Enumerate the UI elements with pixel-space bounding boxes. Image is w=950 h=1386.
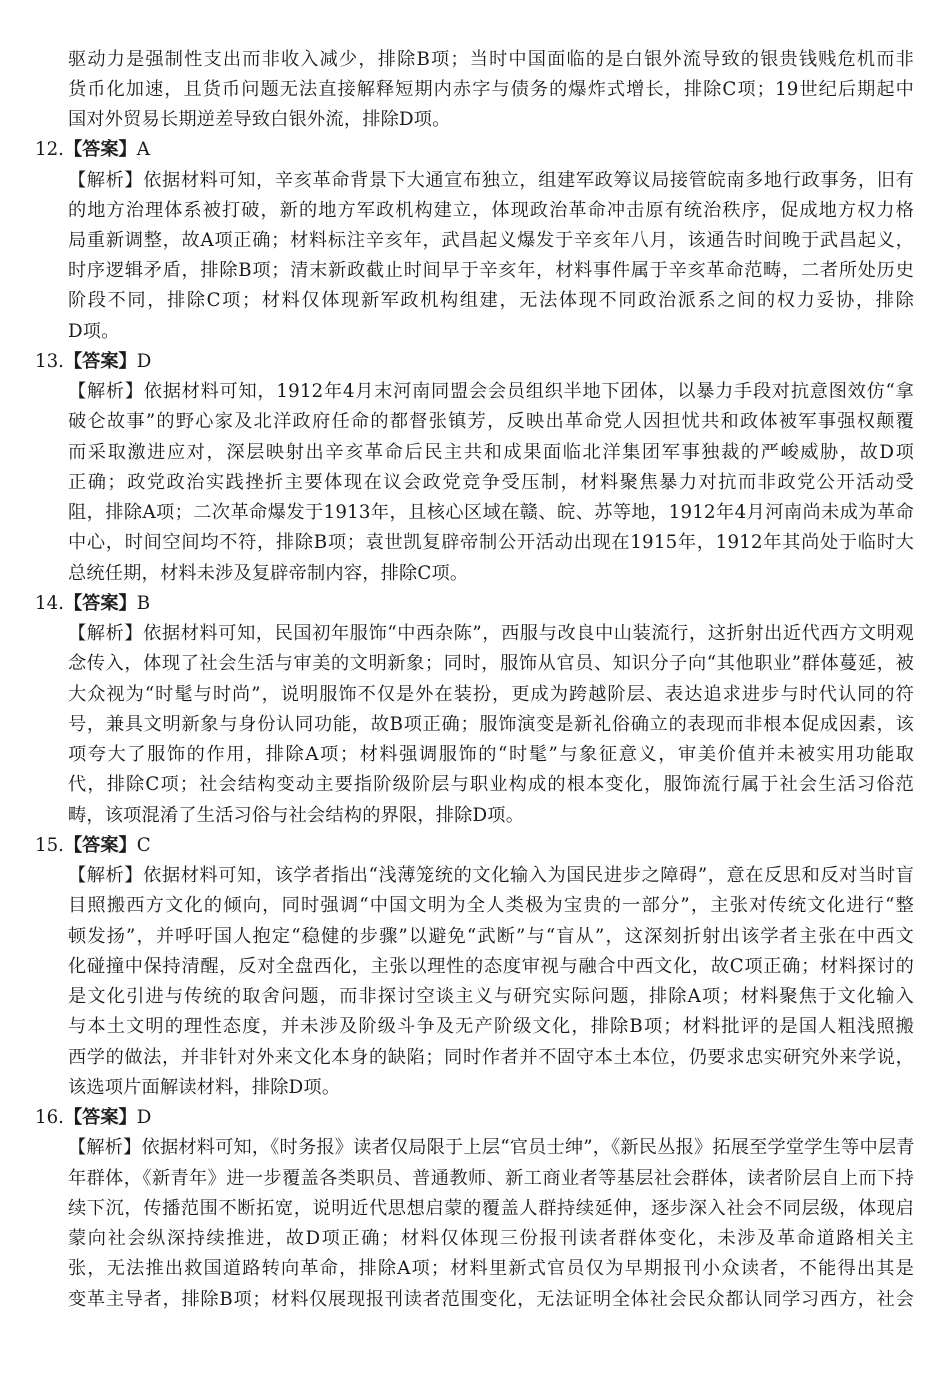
question-header [35, 135, 150, 165]
answer-letter: A [136, 139, 150, 160]
text-line: 目照搬西方文化的倾向，同时强调“中国文明为全人类极为宝贵的一部分”，主张对传统文化进行“整 [68, 895, 914, 916]
answer-tag: 【答案】 [63, 351, 137, 372]
text-line: 而采取激进应对，深层映射出辛亥革命后民主共和成果面临北洋集团军事独裁的严峻威胁，故D项 [68, 442, 914, 463]
text-line: 号，兼具文明新象与身份认同功能，故B项正确；服饰演变是新礼俗确立的表现而非根本促成因素，该 [68, 714, 914, 735]
text-line: 正确；政党政治实践挫折主要体现在议会政党竞争受压制，材料聚焦暴力对抗而非政党公开活动受 [68, 472, 914, 493]
text-line: 【解析】依据材料可知，民国初年服饰“中西杂陈”，西服与改良中山装流行，这折射出近代西方文明观 [68, 623, 914, 644]
text-line: 大众视为“时髦与时尚”，说明服饰不仅是外在装扮，更成为跨越阶层、表达追求进步与时代认同的符 [68, 684, 914, 705]
text-line: 破仑故事”的野心家及北洋政府任命的都督张镇芳，反映出革命党人因担忧共和政体被军事强权颠覆 [68, 411, 914, 432]
text-line: 【解析】依据材料可知，该学者指出“浅薄笼统的文化输入为国民进步之障碍”，意在反思和反对当时盲 [68, 865, 914, 886]
text-line: 【解析】依据材料可知，《时务报》读者仅局限于上层“官员士绅”，《新民丛报》拓展至学堂学生等中层青 [68, 1137, 915, 1158]
answer-tag: 【答案】 [63, 1107, 137, 1128]
text-line: 该选项片面解读材料，排除D项。 [68, 1077, 341, 1098]
text-line: 西学的做法，并非针对外来文化本身的缺陷；同时作者并不固守本土本位，仍要求忠实研究外来学说， [68, 1047, 914, 1068]
text-line: 局重新调整，故A项正确；材料标注辛亥年，武昌起义爆发于辛亥年八月，该通告时间晚于武昌起义， [68, 230, 914, 251]
text-line: 念传入，体现了社会生活与审美的文明新象；同时，服饰从官员、知识分子向“其他职业”群体蔓延，被 [68, 653, 914, 674]
text-line: 年群体，《新青年》进一步覆盖各类职员、普通教师、新工商业者等基层社会群体，读者阶层自上而下持 [68, 1168, 914, 1189]
text-line: 国对外贸易长期逆差导致白银外流，排除D项。 [68, 109, 451, 130]
answer-letter: B [136, 593, 151, 614]
question-number: 16. [35, 1107, 64, 1128]
text-line: 总统任期，材料未涉及复辟帝制内容，排除C项。 [68, 563, 469, 584]
text-line: 驱动力是强制性支出而非收入减少，排除B项；当时中国面临的是白银外流导致的银贵钱贱危机而非 [68, 49, 914, 70]
text-line: 阻，排除A项；二次革命爆发于1913年，且核心区域在赣、皖、苏等地，1912年4月河南尚未成为革命 [68, 502, 914, 523]
text-line: 项夸大了服饰的作用，排除A项；材料强调服饰的“时髦”与象征意义，审美价值并未被实用功能取 [68, 744, 914, 765]
text-line: 变革主导者，排除B项；材料仅展现报刊读者范围变化，无法证明全体社会民众都认同学习西方，社会 [68, 1289, 914, 1310]
text-line: 货币化加速，且货币问题无法直接解释短期内赤字与债务的爆炸式增长，排除C项；19世纪后期起中 [68, 79, 914, 100]
text-line: 张，无法推出救国道路转向革命，排除A项；材料里新式官员仅为早期报刊小众读者，不能得出其是 [68, 1258, 914, 1279]
question-header [35, 347, 151, 377]
question-number: 13. [35, 351, 64, 372]
text-line: 与本土文明的理性态度，并未涉及阶级斗争及无产阶级文化，排除B项；材料批评的是国人粗浅照搬 [68, 1016, 914, 1037]
text-line: 阶段不同，排除C项；材料仅体现新军政机构组建，无法体现不同政治派系之间的权力妥协，排除 [68, 290, 914, 311]
answer-letter: C [136, 835, 151, 856]
text-line: 【解析】依据材料可知，辛亥革命背景下大通宣布独立，组建军政筹议局接管皖南多地行政事务，旧有 [68, 170, 914, 191]
question-header [35, 589, 150, 619]
text-line: 顿发扬”，并呼吁国人抱定“稳健的步骤”以避免“武断”与“盲从”，这深刻折射出该学者主张在中西文 [68, 926, 914, 947]
text-line: 畴，该项混淆了生活习俗与社会结构的界限，排除D项。 [68, 805, 525, 826]
answer-tag: 【答案】 [63, 593, 137, 614]
text-line: 蒙向社会纵深持续推进，故D项正确；材料仅体现三份报刊读者群体变化，未涉及革命道路相关主 [68, 1228, 914, 1249]
text-line: 的地方治理体系被打破，新的地方军政机构建立，体现政治革命冲击原有统治秩序，促成地方权力格 [68, 200, 914, 221]
question-header [35, 831, 151, 861]
text-line: 时序逻辑矛盾，排除B项；清末新政截止时间早于辛亥年，材料事件属于辛亥革命范畴，二者所处历史 [68, 260, 914, 281]
answer-tag: 【答案】 [63, 139, 137, 160]
text-line: 中心，时间空间均不符，排除B项；袁世凯复辟帝制公开活动出现在1915年，1912年其尚处于临时大 [68, 532, 914, 553]
text-line: 续下沉，传播范围不断拓宽，说明近代思想启蒙的覆盖人群持续延伸，逐步深入社会不同层级，体现启 [68, 1198, 914, 1219]
text-line: D项。 [68, 321, 120, 342]
answer-letter: D [136, 351, 152, 372]
question-number: 12. [35, 139, 64, 160]
text-line: 是文化引进与传统的取舍问题，而非探讨空谈主义与研究实际问题，排除A项；材料聚焦于文化输入 [68, 986, 914, 1007]
answer-letter: D [136, 1107, 152, 1128]
question-header [35, 1103, 151, 1133]
question-number: 14. [35, 593, 64, 614]
question-number: 15. [35, 835, 64, 856]
text-line: 代，排除C项；社会结构变动主要指阶级阶层与职业构成的根本变化，服饰流行属于社会生活习俗范 [68, 774, 914, 795]
answer-tag: 【答案】 [63, 835, 137, 856]
text-line: 【解析】依据材料可知，1912年4月末河南同盟会会员组织半地下团体，以暴力手段对抗意图效仿“拿 [68, 381, 914, 402]
text-line: 化碰撞中保持清醒，反对全盘西化，主张以理性的态度审视与融合中西文化，故C项正确；材料探讨的 [68, 956, 914, 977]
